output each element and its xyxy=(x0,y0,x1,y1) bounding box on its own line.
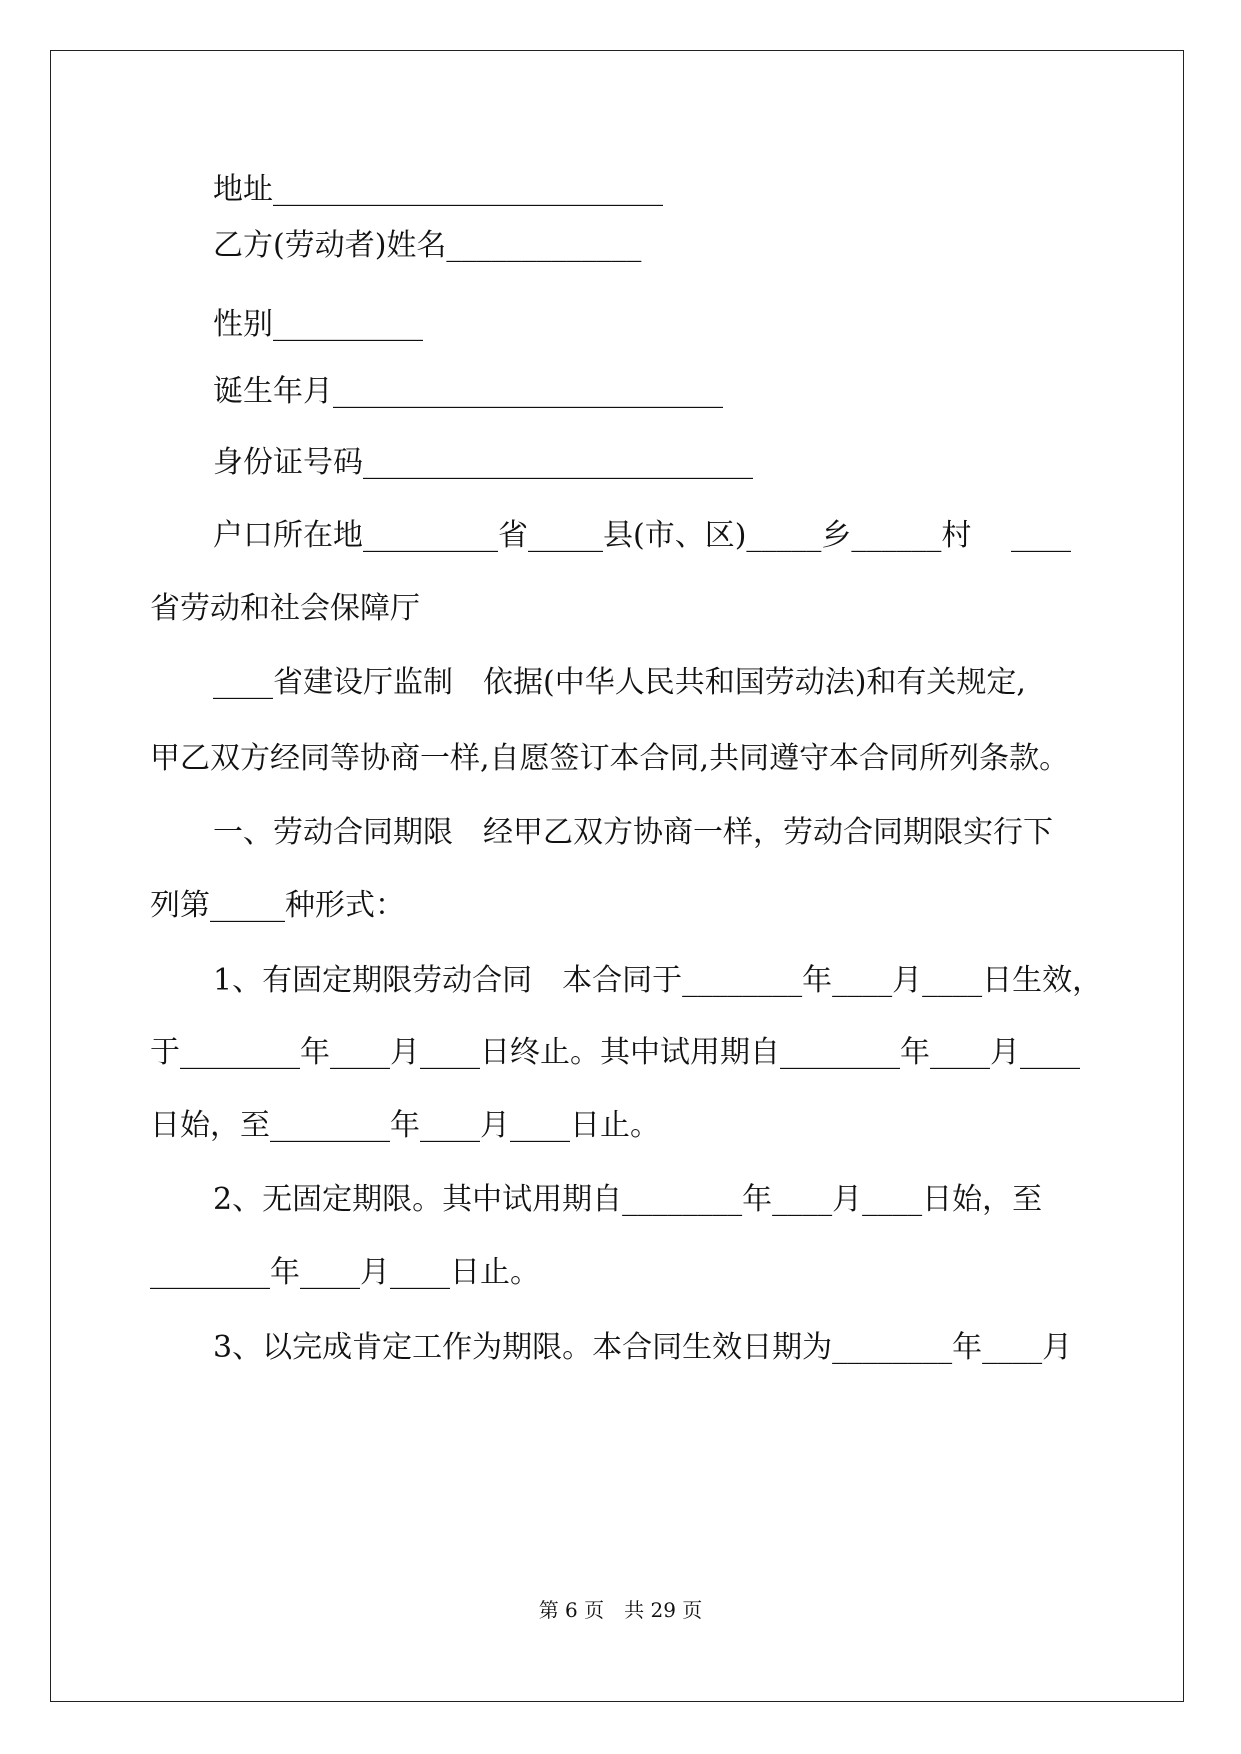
page-border xyxy=(50,50,1184,1702)
line-task-based-contract: 3、以完成肯定工作为期限。本合同生效日期为________年____月 xyxy=(213,1330,1073,1365)
line-household-registration: 户口所在地_________省_____县(市、区)_____乡______村 ____ xyxy=(213,518,1071,553)
line-gender: 性别__________ xyxy=(213,307,423,342)
line-fixed-term-contract: 1、有固定期限劳动合同 本合同于________年____月____日生效， xyxy=(213,963,1103,998)
line-birth-date: 诞生年月__________________________ xyxy=(213,374,723,409)
line-section-one-heading: 一、劳动合同期限 经甲乙双方协商一样，劳动合同期限实行下 xyxy=(213,815,1053,850)
line-open-ended-probation-end: ________年____月____日止。 xyxy=(150,1255,540,1290)
line-form-choice: 列第_____种形式： xyxy=(150,888,405,923)
line-id-number: 身份证号码__________________________ xyxy=(213,445,753,480)
page-number-footer: 第 6 页 共 29 页 xyxy=(538,1598,703,1622)
line-labor-department: 省劳动和社会保障厅 xyxy=(150,591,420,626)
line-agreement-statement: 甲乙双方经同等协商一样,自愿签订本合同,共同遵守本合同所列条款。 xyxy=(150,741,1070,776)
line-open-ended-contract: 2、无固定期限。其中试用期自________年____月____日始，至 xyxy=(213,1182,1043,1217)
line-construction-department: ____省建设厅监制 依据(中华人民共和国劳动法)和有关规定, xyxy=(213,665,1026,700)
line-party-b-name: 乙方(劳动者)姓名_____________ xyxy=(213,228,642,263)
line-address: 地址__________________________ xyxy=(213,172,663,207)
line-probation-end: 日始，至________年____月____日止。 xyxy=(150,1108,660,1143)
line-fixed-term-end: 于________年____月____日终止。其中试用期自________年____月____ xyxy=(150,1035,1080,1070)
